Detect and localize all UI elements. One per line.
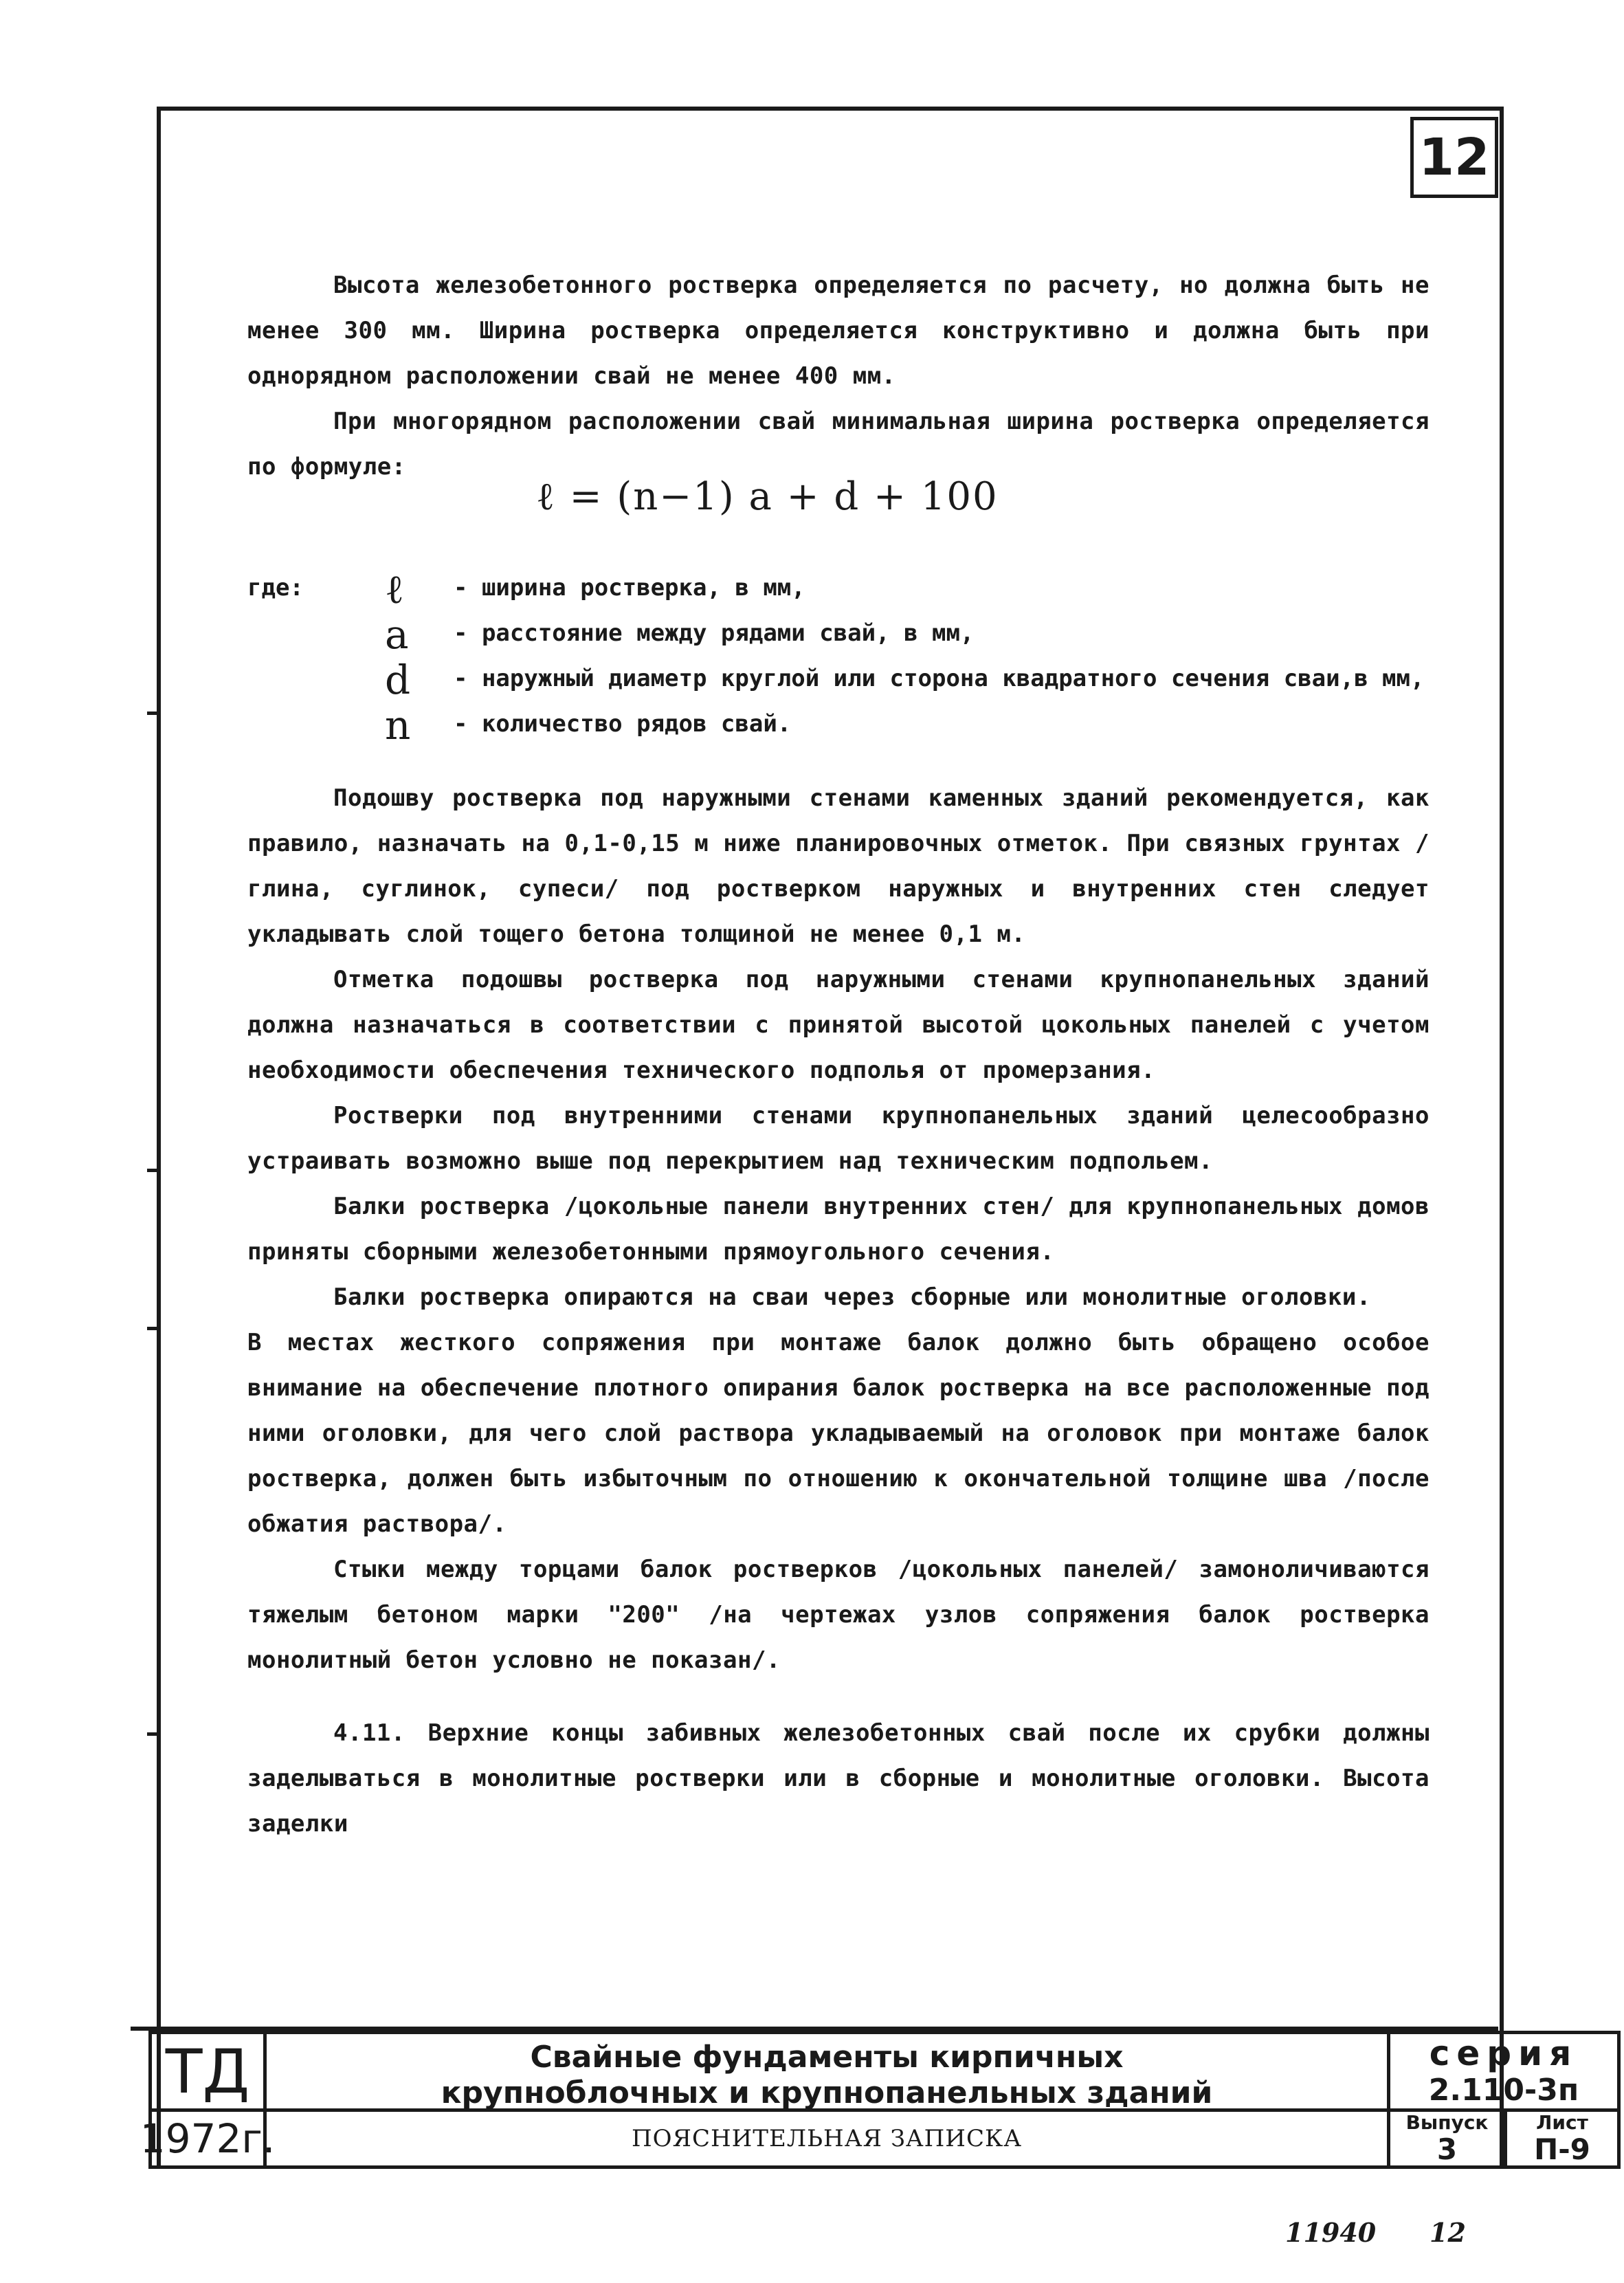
title-line: крупноблочных и крупнопанельных зданий (441, 2075, 1213, 2110)
page-number-badge: 12 (1410, 117, 1498, 198)
legend-symbol: n (385, 702, 411, 749)
legend-symbol: d (385, 657, 411, 703)
legend-where-label: где: (247, 574, 304, 602)
sheet-label: Лист (1536, 2111, 1588, 2134)
handwritten-page-number: 12 (1430, 2217, 1466, 2248)
paragraph: Балки ростверка опираются на сваи через сборные или монолитные оголовки. (333, 1283, 1371, 1311)
sheet-cell (1504, 2108, 1621, 2169)
legend-description: - ширина ростверка, в мм, (454, 574, 805, 602)
issue-value: 3 (1436, 2132, 1458, 2166)
paragraph: При многорядном расположении свай минимальная ширина ростверка определяется по формуле: (247, 408, 1430, 481)
body-text (247, 775, 1430, 1683)
document-type: ПОЯСНИТЕЛЬНАЯ ЗАПИСКА (263, 2108, 1390, 2169)
sheet-value: П-9 (1534, 2132, 1590, 2166)
rostverk-width-formula: ℓ = (n−1) a + d + 100 (536, 474, 999, 519)
series-label: серия (1429, 2033, 1579, 2073)
handwritten-archive-number: 11940 (1285, 2217, 1377, 2248)
paragraph: Высота железобетонного ростверка определяется по расчету, но должна быть не менее 300 мм. Ширина ростверка определяется конструктивно и должна быть при однорядном расположении свай не менее 400 мм. (247, 272, 1430, 390)
intro-text (247, 263, 1430, 489)
issue-label: Выпуск (1405, 2111, 1489, 2134)
margin-tick (147, 712, 157, 715)
document-title (263, 2031, 1390, 2112)
td-label: ТД (148, 2031, 267, 2112)
paragraph: Подошву ростверка под наружными стенами каменных зданий рекомендуется, как правило, назначать на 0,1-0,15 м ниже планировочных отметок. При связных грунтах /глина, суглинок, супеси/ под ростверком наружных и внутренних стен следует укладывать слой тощего бетона толщиной не менее 0,1 м. (247, 784, 1430, 948)
legend-description: - количество рядов свай. (454, 710, 792, 738)
paragraph: 4.11. Верхние концы забивных железобетонных свай после их срубки должны заделываться в монолитные ростверки или в сборные и монолитные оголовки. Высота заделки (247, 1719, 1430, 1838)
margin-tick (147, 1732, 157, 1736)
paragraph: Ростверки под внутренними стенами крупнопанельных зданий целесообразно устраивать возможно выше под перекрытием над техническим подпольем. (247, 1102, 1430, 1175)
paragraph: Балки ростверка /цокольные панели внутренних стен/ для крупнопанельных домов приняты сборными железобетонными прямоугольного сечения. (247, 1193, 1430, 1266)
issue-cell (1387, 2108, 1507, 2169)
title-line: Свайные фундаменты кирпичных (530, 2040, 1124, 2075)
series-cell (1387, 2031, 1621, 2112)
margin-tick (147, 1327, 157, 1330)
margin-tick (147, 1169, 157, 1172)
legend-symbol: ℓ (385, 566, 404, 613)
paragraph: Стыки между торцами балок ростверков /цокольных панелей/ замоноличиваются тяжелым бетоном марки "200" /на чертежах узлов сопряжения балок ростверка монолитный бетон условно не показан/. (247, 1556, 1430, 1674)
year-label: 1972г. (148, 2108, 267, 2169)
legend-description: - наружный диаметр круглой или сторона квадратного сечения сваи,в мм, (454, 665, 1425, 692)
paragraph: В местах жесткого сопряжения при монтаже балок должно быть обращено особое внимание на обеспечение плотного опирания балок ростверка на все расположенные под ними оголовки, для чего слой раствора укладываемый на оголовок при монтаже балок ростверка, должен быть избыточным по отношению к окончательной толщине шва /после обжатия раствора/. (247, 1329, 1430, 1538)
title-block (131, 2027, 1590, 2166)
section-4-11-text (247, 1710, 1430, 1846)
paragraph: Отметка подошвы ростверка под наружными стенами крупнопанельных зданий должна назначаться в соответствии с принятой высотой цокольных панелей с учетом необходимости обеспечения технического подполья от промерзания. (247, 966, 1430, 1084)
series-code: 2.110-3п (1428, 2073, 1579, 2108)
legend-description: - расстояние между рядами свай, в мм, (454, 619, 975, 647)
legend-symbol: a (385, 611, 409, 658)
